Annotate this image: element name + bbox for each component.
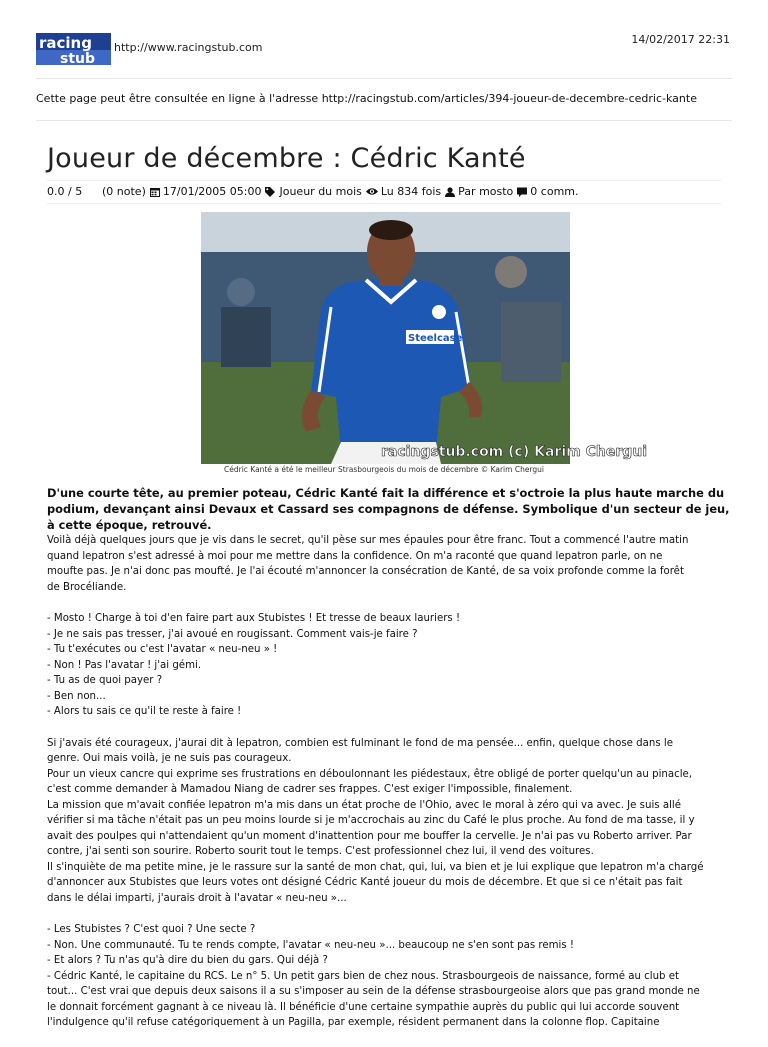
racingstub-logo[interactable] <box>36 33 111 65</box>
online-notice: Cette page peut être consultée en ligne à l'adresse http://racingstub.com/articles/394-joueur-de-decembre-cedric-kante <box>36 92 697 105</box>
photo-caption: Cédric Kanté a été le meilleur Strasbourgeois du mois de décembre © Karim Chergui <box>224 465 544 474</box>
paragraph: Voilà déjà quelques jours que je vis dans le secret, qu'il pèse sur mes épaules pour être franc. Tout a commencé l'autre matin quand lepatron s'est adressé à moi pour me mettre dans la confidence. On m'a raconté que quand lepatron parle, on ne moufte pas. Je n'ai donc pas moufté. Je l'ai écouté m'annoncer la consécration de Kanté, de sa voix profonde comme la forêt de Brocéliande. <box>47 535 689 593</box>
article-title: Joueur de décembre : Cédric Kanté <box>47 143 526 174</box>
notes-count: (0 note) <box>102 185 146 198</box>
divider <box>47 203 721 204</box>
article-meta <box>47 185 579 198</box>
logo-text-top: racing <box>39 34 92 52</box>
calendar-icon <box>150 187 160 197</box>
paragraph: - Les Stubistes ? C'est quoi ? Une secte ? - Non. Une communauté. Tu te rends compte, l'avatar « neu-neu »... beaucoup ne s'en sont pas remis ! - Et alors ? Tu n'as qu'à dire du bien du gars. Qui déjà ? - Cédric Kanté, le capitaine du RCS. Le n° 5. Un petit gars bien de chez nous. Strasbourgeois de naissance, formé au club et tout... C'est vrai que depuis deux saisons il a su s'imposer au sein de la défense strasbourgeoise alors que pas grand monde ne le donnait forcément gagnant à ce niveau là. Il bénéficie d'une certaine sympathie auprès du public qui lui accorde souvent l'indulgence qu'il refuse catégoriquement à un Pagilla, par exemple, résident permanent dans la colonne flop. Capitaine <box>47 924 700 1028</box>
comment-icon <box>517 187 527 197</box>
comment-count[interactable]: 0 comm. <box>530 185 579 198</box>
article-lead: D'une courte tête, au premier poteau, Cédric Kanté fait la différence et s'octroie la plus haute marche du podium, devançant ainsi Devaux et Cassard ses compagnons de défense. Symbolique d'un secteur de jeu, à cette époque, retrouvé. <box>47 486 730 532</box>
rating: 0.0 / 5 <box>47 185 83 198</box>
category-link[interactable]: Joueur du mois <box>279 185 362 198</box>
paragraph: Si j'avais été courageux, j'aurai dit à lepatron, combien est fulminant le fond de ma pensée... enfin, quelque chose dans le genre. Oui mais voilà, je ne suis pas courageux. Pour un vieux cancre qui exprime ses frustrations en déboulonnant les piédestaux, être obligé de porter quelqu'un au pinacle, c'est comme demander à Mamadou Niang de cadrer ses frappes. C'est exiger l'impossible, finalement. La mission que m'avait confiée lepatron m'a mis dans un état proche de l'Ohio, avec le moral à zéro qui va avec. Je suis allé vérifier si ma tâche n'était pas un peu moins lourde si je m'accrochais au zinc du Café le plus proche. Au fond de ma tasse, il y avait des poulpes qui n'attendaient qu'un moment d'inattention pour me bouffer la cervelle. Je n'ai pas vu Roberto arriver. Par contre, j'ai senti son sourire. Roberto sourit tout le temps. C'est professionnel chez lui, il vend des voitures. Il s'inquiète de ma petite mine, je le rassure sur la santé de mon chat, qui, lui, va bien et je lui explique que lepatron m'a chargé d'annoncer aux Stubistes que leurs votes ont désigné Cédric Kanté joueur du mois de décembre. Et que si ce n'était pas fait dans le délai imparti, j'aurais droit à l'avatar « neu-neu »... <box>47 737 704 904</box>
site-url[interactable]: http://www.racingstub.com <box>114 41 263 54</box>
divider <box>36 78 732 79</box>
user-icon <box>445 187 455 197</box>
paragraph: - Mosto ! Charge à toi d'en faire part aux Stubistes ! Et tresse de beaux lauriers ! - Je ne sais pas tresser, j'ai avoué en rougissant. Comment vais-je faire ? - Tu t'exécutes ou c'est l'avatar « neu-neu » ! - Non ! Pas l'avatar ! j'ai gémi. - Tu as de quoi payer ? - Ben non... - Alors tu sais ce qu'il te reste à faire ! <box>47 613 461 717</box>
tag-icon <box>265 187 276 197</box>
article-photo <box>201 212 648 464</box>
photo-watermark: racingstub.com (c) Karim Chergui <box>381 444 648 460</box>
divider <box>36 120 732 121</box>
article-body <box>47 533 737 1047</box>
logo-text-bottom: stub <box>60 51 96 67</box>
publish-date: 17/01/2005 05:00 <box>162 185 262 198</box>
eye-icon <box>366 187 378 196</box>
export-date: 14/02/2017 22:31 <box>631 33 730 46</box>
author-link[interactable]: Par mosto <box>458 185 514 198</box>
shirt-sponsor: Steelcase <box>408 333 463 344</box>
divider <box>47 180 721 181</box>
view-count: Lu 834 fois <box>380 185 442 198</box>
